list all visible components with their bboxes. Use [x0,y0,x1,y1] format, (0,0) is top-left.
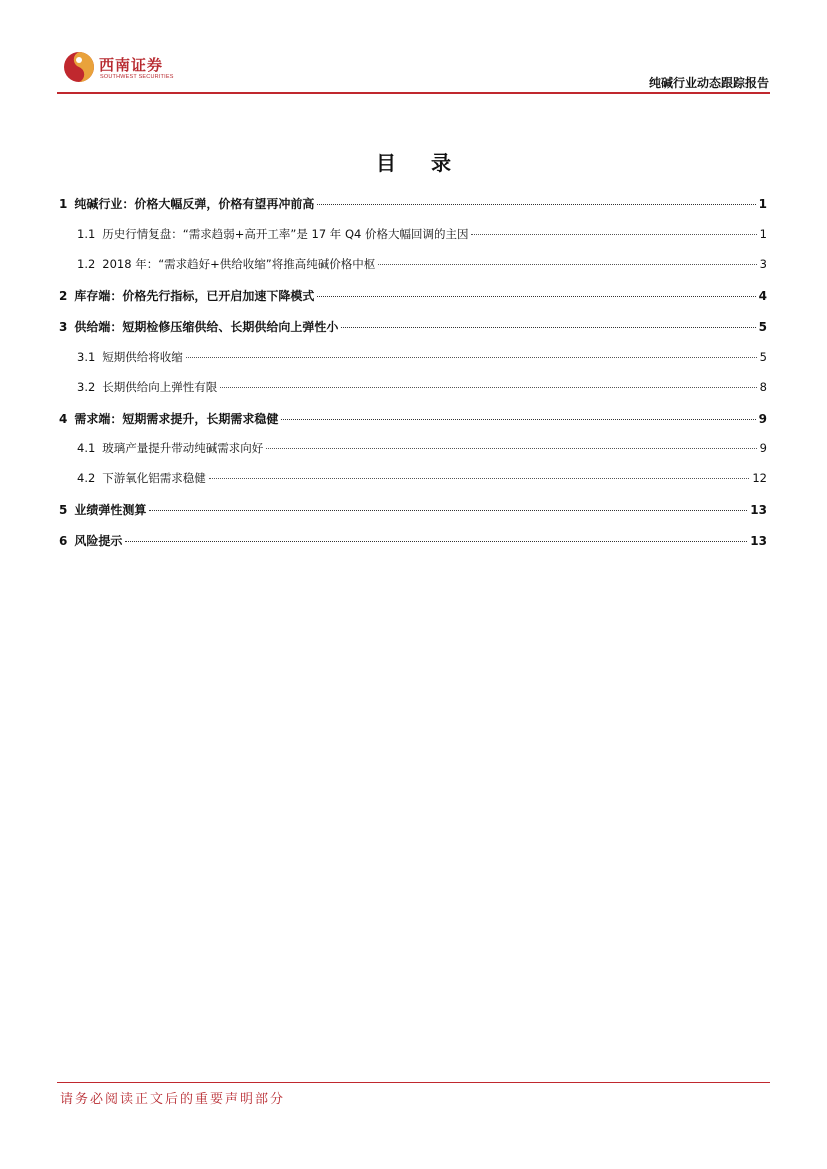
toc-number: 4.2 [77,471,96,485]
toc-entry-6[interactable] [59,532,767,550]
toc-entry-3-2[interactable] [77,379,767,397]
toc-page: 8 [759,380,767,394]
toc-number: 3.2 [77,380,96,394]
toc-entry-1-2[interactable] [77,256,767,274]
toc-text: 2018 年：“需求趋好+供给收缩”将推高纯碱价格中枢 [102,257,376,271]
toc-text: 短期供给将收缩 [102,350,183,364]
toc-entry-4[interactable] [59,410,767,428]
toc-entry-4-2[interactable] [77,470,767,488]
toc-text: 供给端：短期检修压缩供给、长期供给向上弹性小 [74,320,339,334]
toc-number: 3.1 [77,350,96,364]
logo-chinese-name: 西南证券 [99,56,164,74]
toc-entry-3[interactable] [59,318,767,336]
toc-text: 风险提示 [74,534,123,548]
toc-leader [378,264,756,265]
toc-number: 1.2 [77,257,96,271]
toc-page: 1 [759,227,767,241]
toc-number: 2 [59,289,68,303]
toc-text: 需求端：短期需求提升，长期需求稳健 [74,412,279,426]
toc-text: 历史行情复盘：“需求趋弱+高开工率”是 17 年 Q4 价格大幅回调的主因 [102,227,469,241]
toc-leader [281,419,755,420]
toc-leader [317,204,755,205]
toc-entry-1[interactable] [59,195,767,213]
toc-page: 4 [758,289,767,303]
footer-divider [57,1082,770,1083]
company-logo [62,50,182,86]
toc-number: 1 [59,197,68,211]
toc-number: 3 [59,320,68,334]
toc-number: 6 [59,534,68,548]
toc-leader [220,387,756,388]
toc-leader [209,478,750,479]
toc-leader [149,510,747,511]
toc-leader [125,541,747,542]
toc-number: 4 [59,412,68,426]
toc-leader [317,296,755,297]
toc-number: 1.1 [77,227,96,241]
toc-entry-4-1[interactable] [77,440,767,458]
toc-page: 9 [758,412,767,426]
toc-leader [341,327,755,328]
toc-text: 业绩弹性测算 [74,503,147,517]
toc-heading: 目 录 [376,151,465,175]
logo-english-name: SOUTHWEST SECURITIES [100,74,174,80]
toc-leader [471,234,756,235]
toc-page: 5 [759,350,767,364]
toc-entry-2[interactable] [59,287,767,305]
toc-leader [186,357,757,358]
toc-text: 下游氧化铝需求稳健 [102,471,206,485]
header-divider [57,92,770,94]
toc-page: 12 [752,471,767,485]
toc-entry-5[interactable] [59,501,767,519]
toc-page: 3 [759,257,767,271]
toc-number: 5 [59,503,68,517]
toc-text: 长期供给向上弹性有限 [102,380,218,394]
toc-page: 1 [758,197,767,211]
toc-entry-3-1[interactable] [77,349,767,367]
toc-page: 13 [750,534,767,548]
toc-entry-1-1[interactable] [77,226,767,244]
toc-leader [266,448,756,449]
toc-number: 4.1 [77,441,96,455]
report-title: 纯碱行业动态跟踪报告 [648,76,769,90]
toc-text: 库存端：价格先行指标，已开启加速下降模式 [74,289,315,303]
logo-emblem-icon [62,50,96,84]
footer-disclaimer: 请务必阅读正文后的重要声明部分 [60,1092,286,1107]
toc-text: 纯碱行业：价格大幅反弹，价格有望再冲前高 [74,197,315,211]
toc-text: 玻璃产量提升带动纯碱需求向好 [102,441,264,455]
toc-page: 9 [759,441,767,455]
toc-page: 5 [758,320,767,334]
toc-page: 13 [750,503,767,517]
